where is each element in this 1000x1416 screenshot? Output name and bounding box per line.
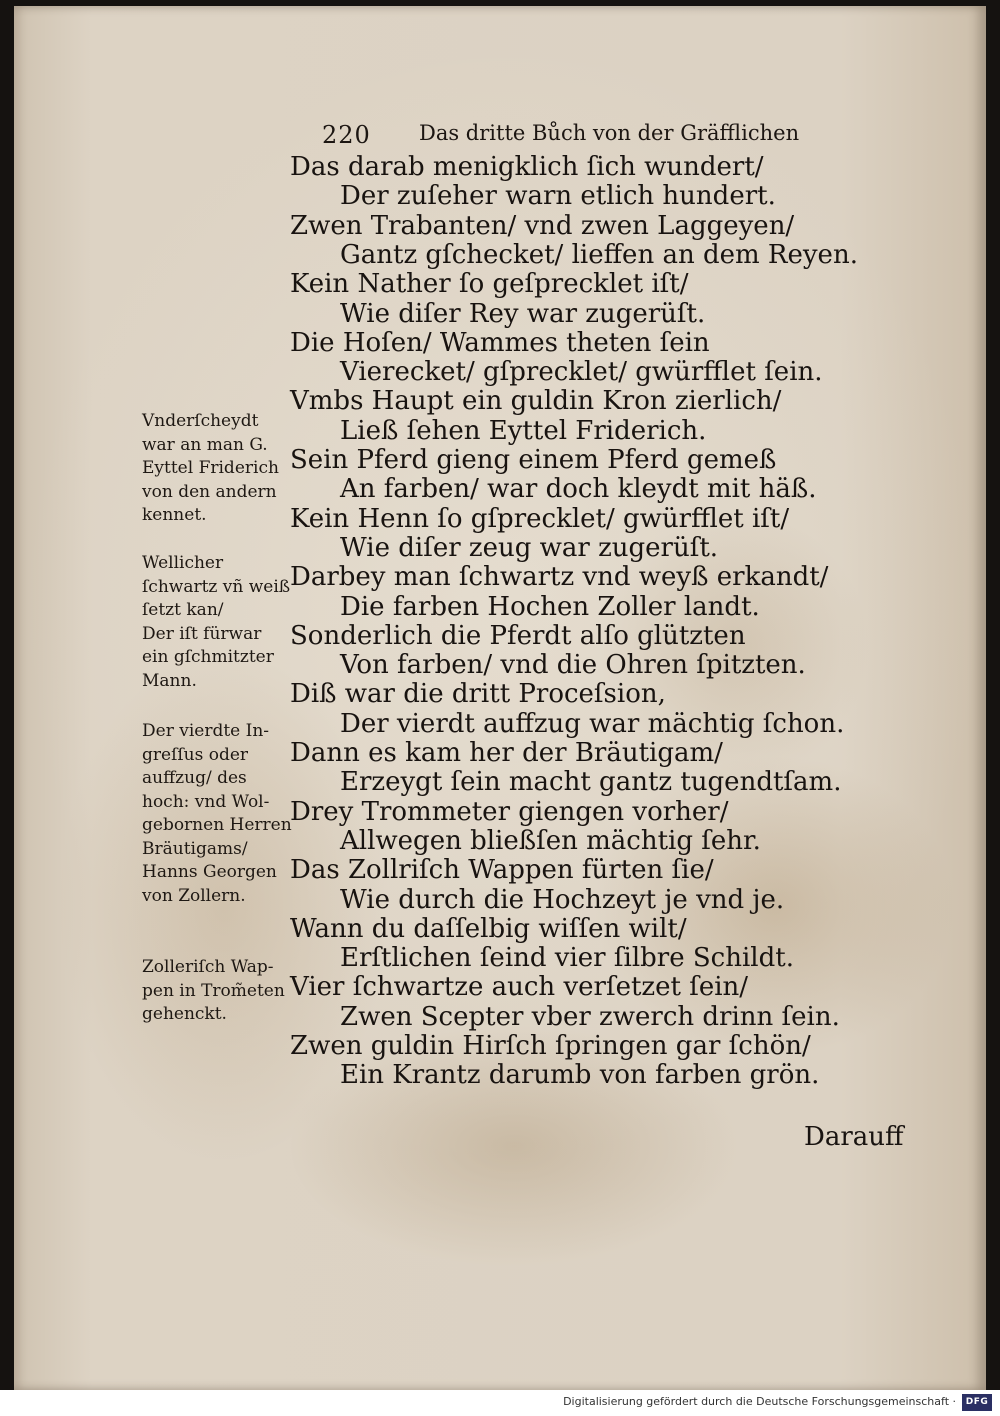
marginal-note-line: Hanns Georgen <box>142 862 277 882</box>
poem-line: Wie diſer Rey war zugerüſt. <box>340 298 706 329</box>
poem-line: Allwegen bließſen mächtig ſehr. <box>340 825 761 856</box>
poem-line: Wie diſer zeug war zugerüſt. <box>340 532 719 563</box>
footer-bar <box>0 1390 1000 1416</box>
poem-line: Darbey man ſchwartz vnd weyß erkandt/ <box>290 562 829 593</box>
marginal-note-line: hoch: vnd Wol- <box>142 791 270 812</box>
marginal-note-line: gehenckt. <box>142 1004 227 1024</box>
poem-line: Kein Nather ſo geſprecklet iſt/ <box>290 269 689 300</box>
page-number: 220 <box>322 121 371 149</box>
poem-line: Der zuſeher warn etlich hundert. <box>340 181 776 212</box>
dfg-logo-icon: DFG <box>962 1394 992 1411</box>
marginal-note <box>142 410 312 528</box>
poem-line: Ließ ſehen Eyttel Friderich. <box>340 415 707 446</box>
poem-line: Erzeygt ſein macht gantz tugendtſam. <box>340 767 842 798</box>
marginal-note <box>142 552 312 693</box>
catchword: Darauff <box>804 1122 904 1152</box>
poem-line: Vierecket/ gſprecklet/ gwürfflet ſein. <box>340 357 823 388</box>
poem-line: Dann es kam her der Bräutigam/ <box>290 738 723 768</box>
poem-line: Wie durch die Hochzeyt je vnd je. <box>340 884 785 915</box>
poem-line: Zwen guldin Hirſch ſpringen gar ſchön/ <box>290 1031 811 1061</box>
marginal-note-line: gebornen Herren <box>142 815 292 835</box>
marginal-note-line: greſſus oder <box>142 744 249 765</box>
poem-line: Diß war die dritt Proceſsion, <box>290 679 666 710</box>
marginal-note <box>142 720 312 908</box>
poem-line: Die farben Hochen Zoller landt. <box>340 591 760 622</box>
marginal-note <box>142 956 312 1027</box>
poem-line: Erſtlichen ſeind vier ſilbre Schildt. <box>340 943 794 974</box>
marginal-note-line: von Zollern. <box>142 885 246 906</box>
marginal-note-line: ſchwartz vñ weiß <box>142 576 291 597</box>
poem-line: Sonderlich die Pferdt alſo glützten <box>290 620 746 651</box>
marginal-note-line: war an man G. <box>142 434 268 455</box>
marginal-note-line: Eyttel Friderich <box>142 458 279 478</box>
poem-line: Das Zollriſch Wappen fürten ſie/ <box>290 855 714 886</box>
poem-line: Zwen Scepter vber zwerch drinn ſein. <box>340 1001 840 1032</box>
marginal-note-line: von den andern <box>142 481 277 502</box>
marginal-note-line: Wellicher <box>142 553 224 573</box>
poem-line: Das darab menigklich ſich wundert/ <box>290 152 764 182</box>
poem-line: Die Hoſen/ Wammes theten ſein <box>290 327 710 358</box>
poem-line: Wann du daſſelbig wiſſen wilt/ <box>290 913 687 944</box>
marginal-note-line: auffzug/ des <box>142 768 247 788</box>
poem-line: An farben/ war doch kleydt mit häß. <box>340 474 817 505</box>
poem-line: Der vierdt auffzug war mächtig ſchon. <box>340 708 845 739</box>
marginal-note-line: Zolleriſch Wap- <box>142 957 274 977</box>
poem-line: Von farben/ vnd die Ohren ſpitzten. <box>340 650 806 681</box>
poem-line: Zwen Trabanten/ vnd zwen Laggeyen/ <box>290 210 795 241</box>
marginal-note-line: Der vierdte In- <box>142 721 270 741</box>
marginal-note-line: Der iſt fürwar <box>142 623 262 644</box>
scanned-page <box>14 6 986 1390</box>
running-title: Das dritte Bůch von der Gräfflichen <box>419 121 800 145</box>
poem-line: Drey Trommeter giengen vorher/ <box>290 796 729 827</box>
poem-line: Ein Krantz darumb von farben grön. <box>340 1060 820 1091</box>
marginal-note-line: Bräutigams/ <box>142 838 248 859</box>
marginal-note-line: ſetzt kan/ <box>142 600 224 620</box>
poem-line: Kein Henn ſo gſprecklet/ gwürfflet iſt/ <box>290 503 790 534</box>
funding-notice: Digitalisierung gefördert durch die Deutsche Forschungsgemeinschaft · <box>563 1395 956 1408</box>
poem-line: Vier ſchwartze auch verſetzet ſein/ <box>290 972 749 1003</box>
marginal-note-line: kennet. <box>142 505 207 525</box>
poem-line: Gantz gſchecket/ lieffen an dem Reyen. <box>340 239 858 270</box>
marginal-note-line: Vnderſcheydt <box>142 411 259 431</box>
marginal-note-line: pen in Trom̃eten <box>142 980 285 1001</box>
poem-line: Vmbs Haupt ein guldin Kron zierlich/ <box>290 386 782 417</box>
marginal-note-line: Mann. <box>142 670 197 691</box>
poem-line: Sein Pferd gieng einem Pferd gemeß <box>290 445 777 475</box>
marginal-note-line: ein gſchmitzter <box>142 647 274 667</box>
